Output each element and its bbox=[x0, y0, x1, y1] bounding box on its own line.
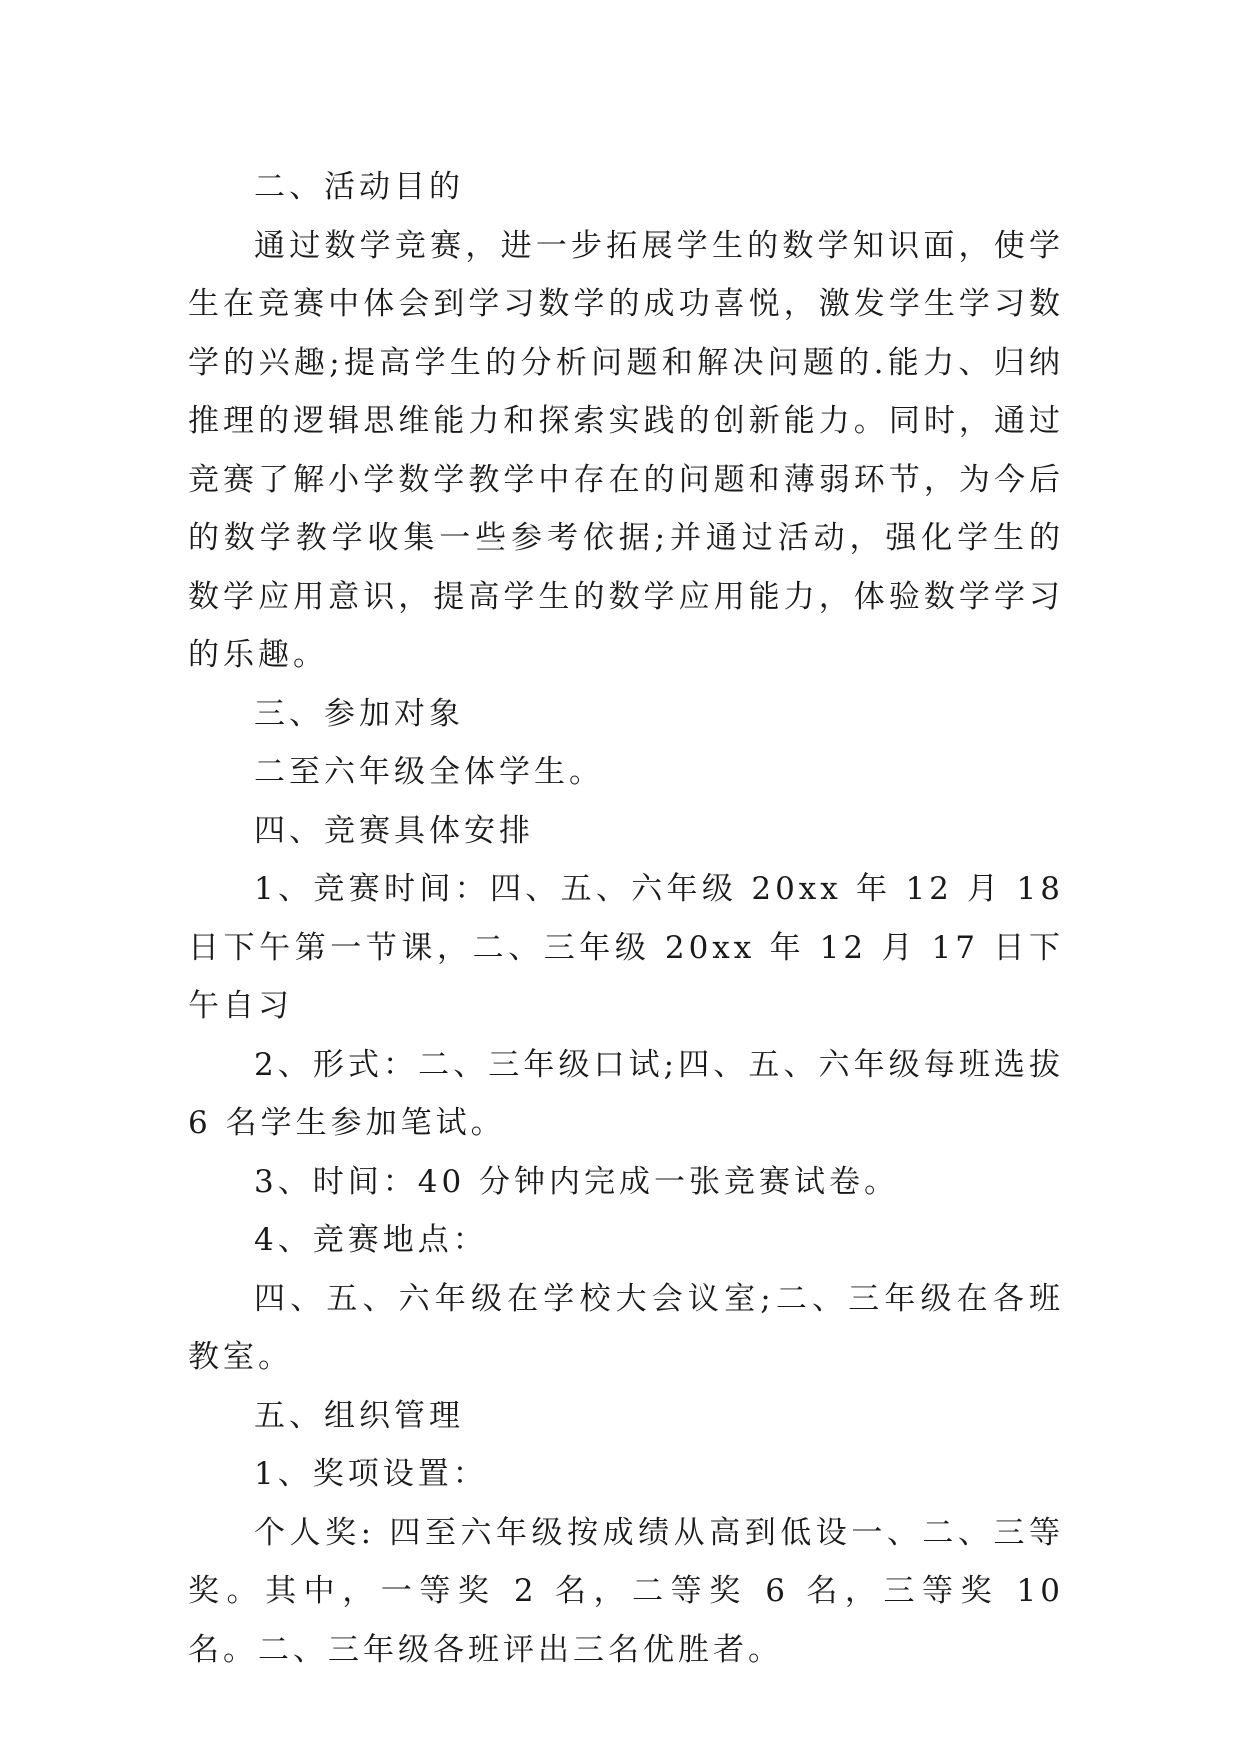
paragraph-awards-individual: 个人奖: 四至六年级按成绩从高到低设一、二、三等奖。其中，一等奖 2 名，二等奖 6 名，三等奖 10 名。二、三年级各班评出三名优胜者。 bbox=[188, 1514, 1064, 1668]
paragraph-purpose-body: 通过数学竞赛，进一步拓展学生的数学知识面，使学生在竞赛中体会到学习数学的成功喜悦，激发学生学习数学的兴趣;提高学生的分析问题和解决问题的.能力、归纳推理的逻辑思维能力和探索实践的创新能力。同时，通过竞赛了解小学数学教学中存在的问题和薄弱环节，为今后的数学教学收集一些参考依据;并通过活动，强化学生的数学应用意识，提高学生的数学应用能力，体验数学学习的乐趣。 bbox=[188, 227, 1064, 673]
paragraph-participants-body: 二至六年级全体学生。 bbox=[254, 754, 604, 790]
section-heading-arrangement: 四、竞赛具体安排 bbox=[254, 812, 534, 849]
paragraph-arrangement-location: 四、五、六年级在学校大会议室;二、三年级在各班教室。 bbox=[188, 1280, 1064, 1375]
section-heading-purpose: 二、活动目的 bbox=[254, 169, 464, 205]
section-heading-participants: 三、参加对象 bbox=[254, 695, 464, 732]
paragraph-arrangement-time: 1、竞赛时间：四、五、六年级 20xx 年 12 月 18 日下午第一节课，二、三年级 20xx 年 12 月 17 日下午自习 bbox=[188, 871, 1064, 1024]
paragraph-arrangement-format: 2、形式：二、三年级口试;四、五、六年级每班选拔 6 名学生参加笔试。 bbox=[188, 1046, 1064, 1141]
paragraph-arrangement-location-label: 4、竞赛地点： bbox=[254, 1222, 488, 1258]
paragraph-arrangement-duration: 3、时间：40 分钟内完成一张竞赛试卷。 bbox=[254, 1163, 900, 1200]
section-heading-management: 五、组织管理 bbox=[254, 1397, 464, 1434]
paragraph-awards-label: 1、奖项设置： bbox=[254, 1456, 488, 1492]
document-body bbox=[188, 158, 1064, 1679]
